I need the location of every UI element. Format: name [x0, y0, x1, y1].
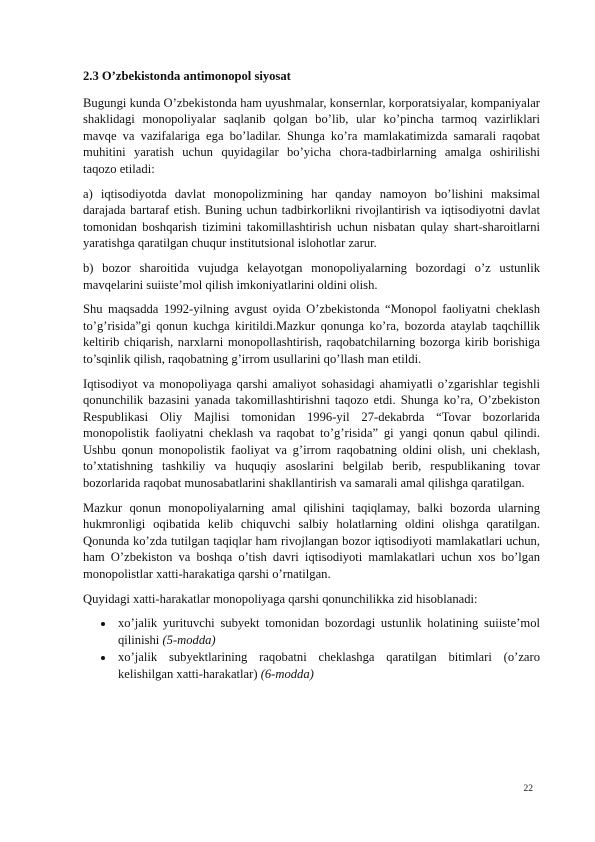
paragraph-law-1992: Shu maqsadda 1992-yilning avgust oyida O’zbekistonda “Monopol faoliyatni cheklash to’g’risida”gi qonun kuchga kiritildi.Mazkur qonunga ko’ra, bozorda ataylab taqchillik keltirib chiqarish, narxlarni monopollashtirish, raqobatchilarning bozorga kirib borishiga to’sqinlik qilish, raqobatning g’irrom usullarini qo’llash man etildi. — [83, 302, 540, 366]
list-item — [118, 615, 540, 648]
paragraph-list-intro: Quyidagi xatti-harakatlar monopoliyaga qarshi qonunchilikka zid hisoblanadi: — [83, 591, 478, 606]
paragraph-point-a: a) iqtisodiyotda davlat monopolizmining har qanday namoyon bo’lishini maksimal darajada bartaraf etish. Buning uchun tadbirkorlikni rivojlantirish va iqtisodiyotni davlat tomonidan boshqarish tizimini takomillashtirish uchun nisbatan qulay shart-sharoitlarni yaratishga qaratilgan chuqur institutsional islohotlar zarur. — [83, 186, 540, 251]
article-reference: (5-modda) — [162, 632, 216, 647]
list-item-text: xo’jalik subyektlarining raqobatni cheklashga qaratilgan bitimlari (o’zaro kelishilgan xatti-harakatlar) — [118, 650, 540, 681]
violations-list — [83, 615, 540, 682]
paragraph-intro: Bugungi kunda O’zbekistonda ham uyushmalar, konsernlar, korporatsiyalar, kompaniyalar shaklidagi monopoliyalar saqlanib qolgan bo’lib, ular ko’pincha tarmoq vazirliklari mavqe va vazifalariga ega bo’ladilar. Shunga ko’ra mamlakatimizda samarali raqobat muhitini yaratish uchun quyidagilar bo’yicha chora-tadbirlarning amalga oshirilishi taqozo etiladi: — [83, 95, 540, 176]
list-item-text: xo’jalik yurituvchi subyekt tomonidan bozordagi ustunlik holatining suiiste’mol qilinishi — [118, 616, 540, 647]
page-number: 22 — [523, 784, 533, 794]
paragraph-law-purpose: Mazkur qonun monopoliyalarning amal qilishini taqiqlamay, balki bozorda ularning hukmronligi oqibatida kelib chiquvchi salbiy holatlarning oldini olishga qaratilgan. Qonunda ko’zda tutilgan taqiqlar ham rivojlangan bozor iqtisodiyoti mamlakatlari uchun, ham O’zbekiston va boshqa o’tish davri iqtisodiyoti mamlakatlari uchun xos bo’lgan monopolistlar xatti-harakatiga qarshi o’rnatilgan. — [83, 500, 540, 582]
list-item — [118, 649, 540, 682]
article-reference: (6-modda) — [260, 667, 314, 681]
section-title: 2.3 O’zbekistonda antimonopol siyosat — [83, 69, 291, 83]
paragraph-point-b: b) bozor sharoitida vujudga kelayotgan monopoliyalarning bozordagi o’z ustunlik mavqelarini suiiste’mol qilish imkoniyatlarini oldini olish. — [83, 260, 540, 292]
paragraph-law-1996: Iqtisodiyot va monopoliyaga qarshi amaliyot sohasidagi ahamiyatli o’zgarishlar tegishli qonunchilik bazasini yanada takomillashtirishni taqozo etdi. Shunga ko’ra, O’zbekiston Respublikasi Oliy Majlisi tomonidan 1996-yil 27-dekabrda “Tovar bozorlarida monopolistik faoliyatni cheklash va raqobat to’g’risida” gi yangi qonun qabul qilindi. Ushbu qonun monopolistik faoliyat va g’irrom raqobatning oldini olish, uni cheklash, to’xtatishning tashkiliy va huquqiy asoslarini belgilab berib, respublikaning tovar bozorlarida raqobat munosabatlarini shakllantirish va samarali amal qilishga qaratilgan. — [83, 376, 540, 491]
document-page — [83, 68, 540, 684]
